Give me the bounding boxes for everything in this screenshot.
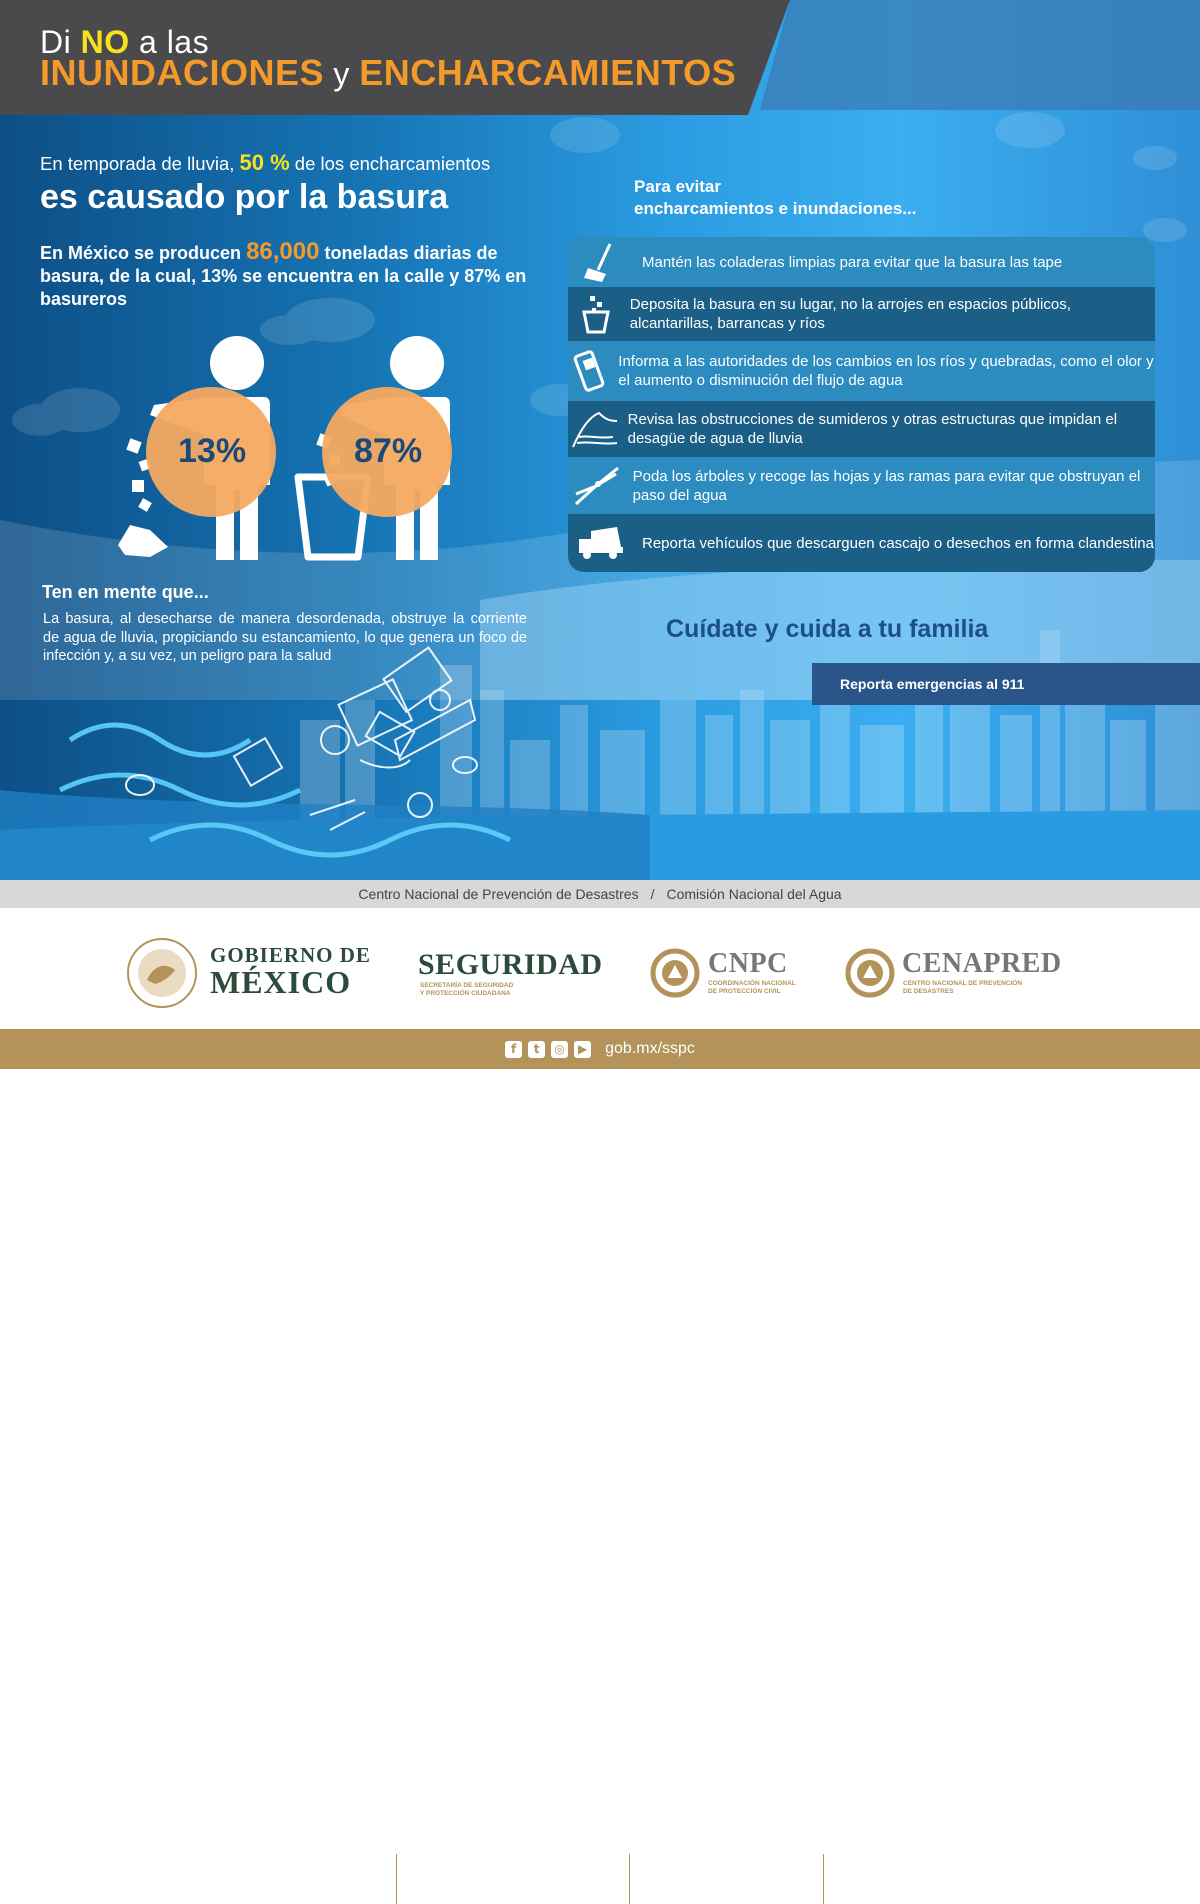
tips-heading-line-2: encharcamientos e inundaciones...	[634, 199, 917, 218]
street-percentage: 13%	[178, 432, 247, 470]
pruning-shears-icon	[568, 457, 627, 514]
logo-divider	[629, 1854, 630, 1904]
tip-item	[568, 287, 1155, 341]
title-line-2	[40, 52, 736, 94]
credit-conagua: Comisión Nacional del Agua	[666, 886, 842, 902]
stats-pre: En México se producen	[40, 243, 247, 263]
river-icon	[568, 401, 622, 457]
ten-en-mente-body: La basura, al desecharse de manera desordenada, obstruye la corriente de agua de lluvia, propiciando su estancamiento, lo que genera un foco de infección y, a su vez, un peligro para la salud	[43, 611, 527, 664]
cenapred-sub-2: DE DESASTRES	[903, 988, 954, 995]
stats-paragraph	[40, 240, 540, 311]
tip-item	[568, 457, 1155, 514]
cnpc-sub-2: DE PROTECCIÓN CIVIL	[708, 988, 781, 995]
cenapred-logo-icon	[845, 948, 895, 998]
tip-item	[568, 401, 1155, 457]
youtube-icon[interactable]: ▶	[574, 1041, 591, 1058]
intro-percentage: 50 %	[239, 150, 290, 175]
cnpc-logo-icon	[650, 948, 700, 998]
ten-en-mente-heading: Ten en mente que...	[42, 582, 209, 602]
reporta-emergencias-banner: Reporta emergencias al 911	[812, 663, 1200, 705]
cenapred-sub-1: CENTRO NACIONAL DE PREVENCIÓN	[903, 980, 1023, 987]
title-di: Di	[40, 24, 81, 60]
mexico-seal-icon	[125, 936, 199, 1010]
title-encharcamientos: ENCHARCAMIENTOS	[359, 52, 737, 93]
mexico-text: MÉXICO	[210, 964, 352, 1000]
facebook-icon[interactable]: f	[505, 1041, 522, 1058]
trash-bin-icon	[568, 287, 624, 341]
bin-percentage: 87%	[354, 432, 423, 470]
cenapred-text: CENAPRED	[902, 948, 1062, 979]
broom-icon	[568, 237, 636, 287]
instagram-icon[interactable]: ◎	[551, 1041, 568, 1058]
tip-item	[568, 341, 1155, 401]
gobierno-de-text: GOBIERNO DE	[210, 943, 371, 967]
logo-divider	[396, 1854, 397, 1904]
intro-pre: En temporada de lluvia,	[40, 153, 240, 174]
footer-url-link[interactable]: gob.mx/sspc	[605, 1040, 695, 1057]
tip-text: Revisa las obstrucciones de sumideros y otras estructuras que impidan el desagüe de agua de lluvia	[627, 411, 1118, 447]
cnpc-text: CNPC	[708, 948, 788, 979]
tip-text: Poda los árboles y recoge las hojas y las ramas para evitar que obstruyan el paso del agua	[632, 467, 1141, 504]
seguridad-subtitle	[420, 982, 513, 998]
cenapred-subtitle	[903, 980, 1022, 996]
intro-post: de los encharcamientos	[289, 153, 491, 174]
tip-text: Informa a las autoridades de los cambios en los ríos y quebradas, como el olor y el aumento o disminución del flujo de agua	[618, 353, 1154, 389]
tip-item	[568, 514, 1155, 572]
mobile-phone-icon	[568, 341, 612, 401]
logo-divider	[823, 1854, 824, 1904]
stats-number: 86,000	[246, 238, 320, 265]
tip-text: Reporta vehículos que descarguen cascajo o desechos en forma clandestina	[642, 534, 1154, 552]
credit-separator: /	[650, 886, 655, 902]
tips-heading	[634, 176, 916, 220]
tip-item	[568, 237, 1155, 287]
infographic-main	[0, 0, 1200, 880]
intro-headline: es causado por la basura	[40, 178, 449, 216]
tips-heading-line-1: Para evitar	[634, 177, 721, 196]
seguridad-sub-2: Y PROTECCIÓN CIUDADANA	[420, 990, 511, 997]
stats-post: toneladas diarias de basura, de la cual, 13% se encuentra en la calle y 87% en basureros	[40, 243, 527, 309]
credit-cenapred: Centro Nacional de Prevención de Desastres	[358, 886, 639, 902]
dump-truck-icon	[568, 514, 636, 572]
cuidate-heading: Cuídate y cuida a tu familia	[666, 615, 989, 643]
credits-bar	[0, 880, 1200, 908]
title-no: NO	[80, 24, 130, 60]
tips-panel	[568, 237, 1155, 572]
intro-line	[40, 150, 490, 176]
cnpc-subtitle	[708, 980, 796, 996]
title-y: y	[324, 56, 360, 92]
title-inundaciones: INUNDACIONES	[40, 52, 325, 93]
footer-bar	[0, 1029, 1200, 1069]
seguridad-sub-1: SECRETARÍA DE SEGURIDAD	[420, 982, 514, 989]
seguridad-text: SEGURIDAD	[418, 948, 603, 981]
twitter-icon[interactable]: t	[528, 1041, 545, 1058]
cnpc-sub-1: COORDINACIÓN NACIONAL	[708, 980, 796, 987]
tip-text: Mantén las coladeras limpias para evitar que la basura las tape	[642, 253, 1063, 271]
title-a-las: a las	[129, 24, 210, 60]
tip-text: Deposita la basura en su lugar, no la arrojes en espacios públicos, alcantarillas, barrancas y ríos	[629, 296, 1071, 332]
